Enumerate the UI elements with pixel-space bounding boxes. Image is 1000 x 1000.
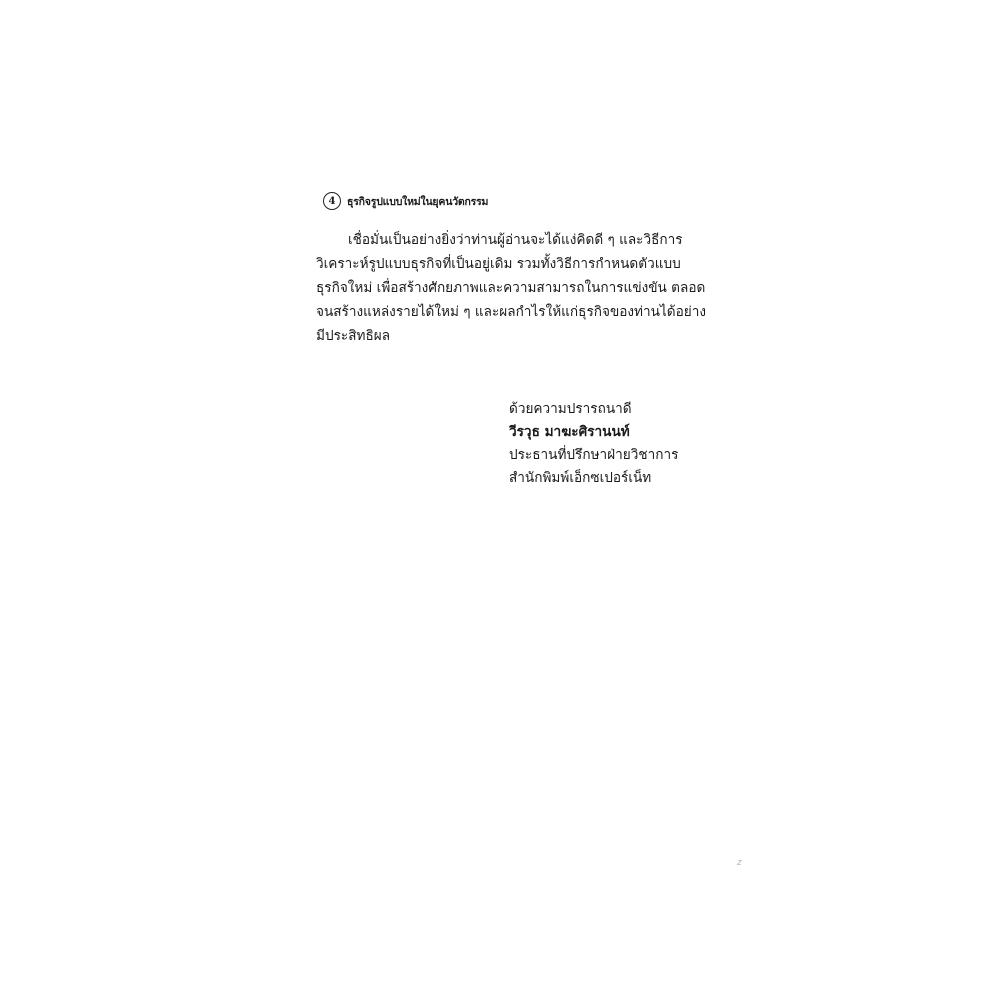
paragraph-line: เชื่อมั่นเป็นอย่างยิ่งว่าท่านผู้อ่านจะได้แง่คิดดี ๆ และวิธีการ <box>348 232 683 248</box>
paragraph-line: ธุรกิจใหม่ เพื่อสร้างศักยภาพและความสามารถในการแข่งขัน ตลอด <box>316 280 706 296</box>
signature-block <box>509 398 678 490</box>
signature-closing: ด้วยความปรารถนาดี <box>509 401 632 417</box>
page-header <box>323 190 488 212</box>
signature-name: วีรวุธ มาฆะศิรานนท์ <box>509 424 630 440</box>
running-title: ธุรกิจรูปแบบใหม่ในยุคนวัตกรรม <box>347 195 489 208</box>
page-number-badge: 4 <box>323 192 341 210</box>
body-paragraph <box>316 228 707 348</box>
corner-mark: z <box>737 858 742 868</box>
paragraph-line: จนสร้างแหล่งรายได้ใหม่ ๆ และผลกำไรให้แก่ธุรกิจของท่านได้อย่าง <box>316 304 707 320</box>
paragraph-line: วิเคราะห์รูปแบบธุรกิจที่เป็นอยู่เดิม รวมทั้งวิธีการกำหนดตัวแบบ <box>316 256 681 272</box>
signature-position: ประธานที่ปรึกษาฝ่ายวิชาการ <box>509 447 679 463</box>
paragraph-line: มีประสิทธิผล <box>316 328 391 344</box>
signature-organization: สำนักพิมพ์เอ็กซเปอร์เน็ท <box>509 470 652 486</box>
